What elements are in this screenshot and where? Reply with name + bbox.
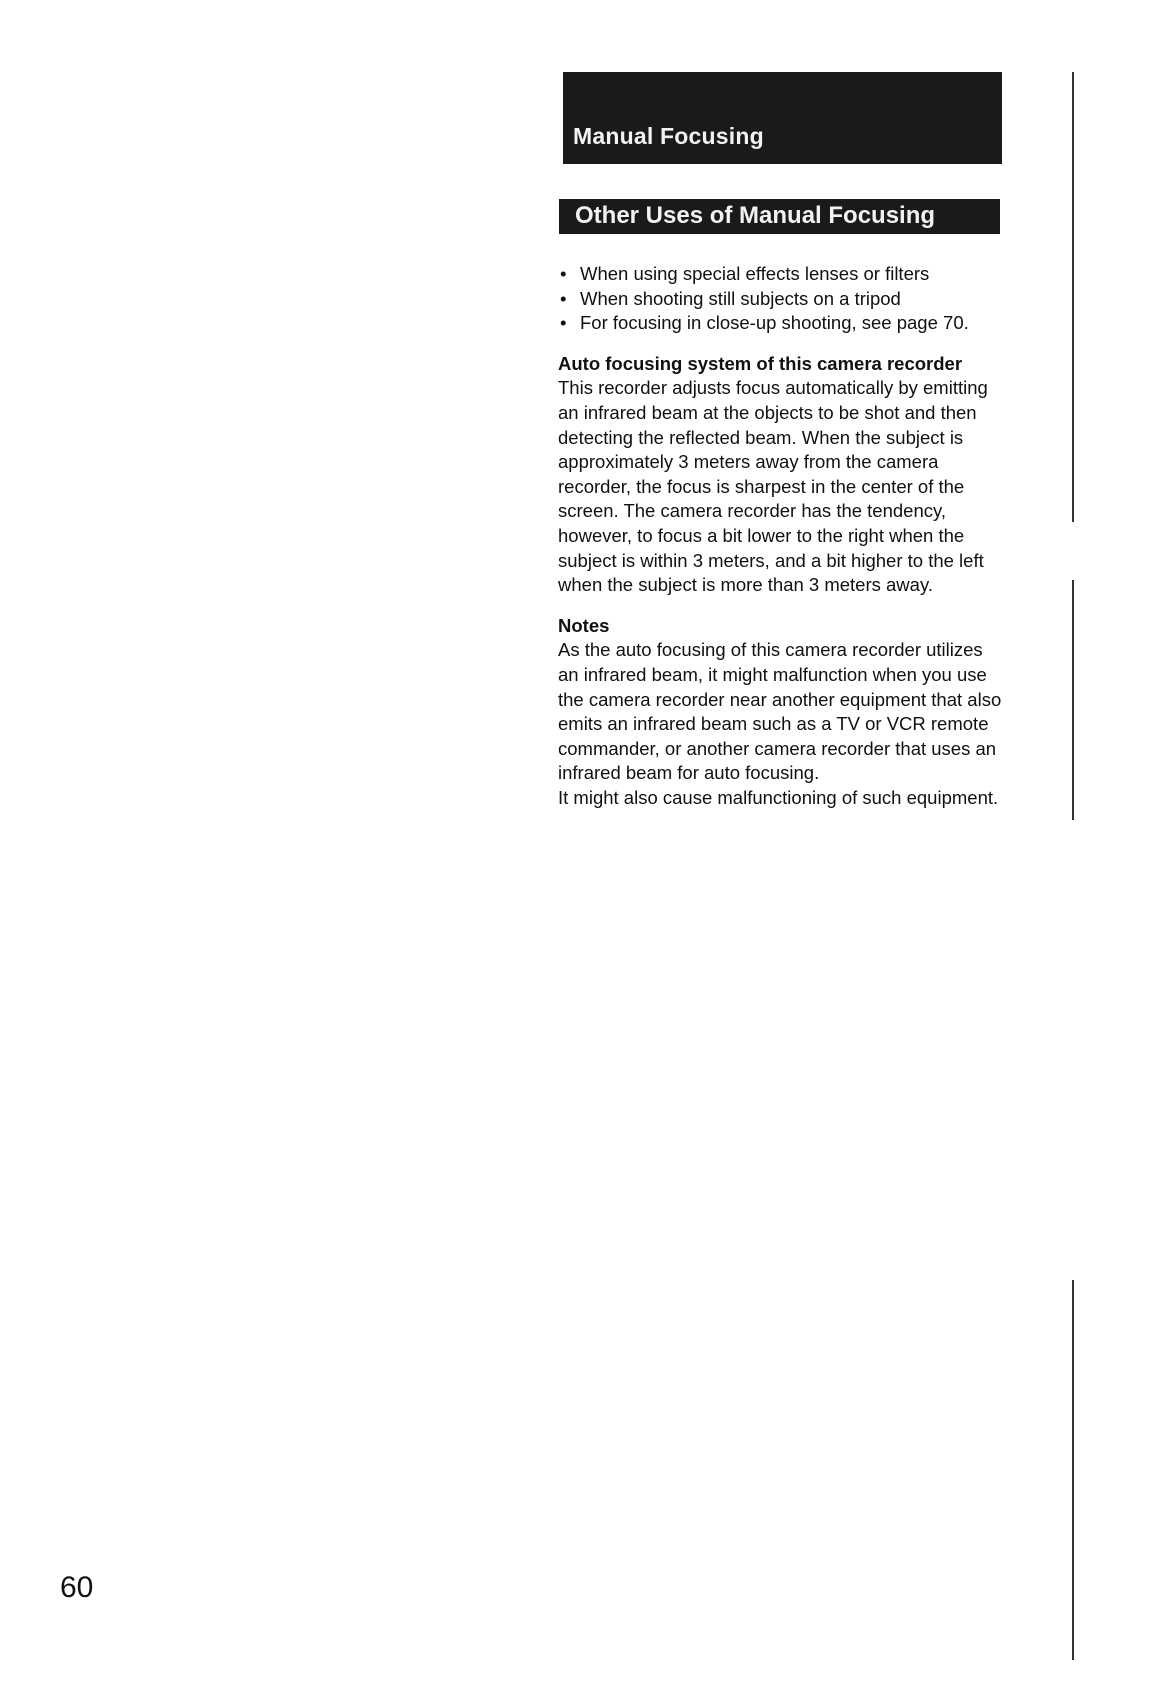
notes-paragraph: As the auto focusing of this camera recorder utilizes an infrared beam, it might malfunction when you use the camera recorder near another equipment that also emits an infrared beam such as a TV or VCR remote commander, or another camera recorder that uses an infrared beam for auto focusing. <box>558 639 1002 784</box>
page-edge-line <box>1072 580 1074 820</box>
notes-paragraph-continued: It might also cause malfunctioning of such equipment. <box>558 786 999 808</box>
main-content <box>558 262 1008 810</box>
bullet-list <box>558 262 1008 336</box>
bullet-item: • For focusing in close-up shooting, see page 70. <box>558 311 1008 336</box>
bullet-item: • When using special effects lenses or filters <box>558 262 1008 287</box>
bullet-item: • When shooting still subjects on a tripod <box>558 287 1008 312</box>
subsection-title-banner <box>559 199 1000 234</box>
page-edge-line <box>1072 1280 1074 1660</box>
notes-heading: Notes <box>558 614 610 636</box>
auto-focus-paragraph: This recorder adjusts focus automatically by emitting an infrared beam at the objects to be shot and then detecting the reflected beam. When the subject is approximately 3 meters away from the camera recorder, the focus is sharpest in the center of the screen. The camera recorder has the tendency, however, to focus a bit lower to the right when the subject is within 3 meters, and a bit higher to the left when the subject is more than 3 meters away. <box>558 377 988 596</box>
page-edge-line <box>1072 72 1074 522</box>
auto-focus-heading: Auto focusing system of this camera recorder <box>558 352 963 374</box>
page-number: 60 <box>60 1571 94 1604</box>
section-title-banner <box>563 72 1002 164</box>
section-title: Manual Focusing <box>573 123 764 149</box>
subsection-title: Other Uses of Manual Focusing <box>575 202 936 229</box>
